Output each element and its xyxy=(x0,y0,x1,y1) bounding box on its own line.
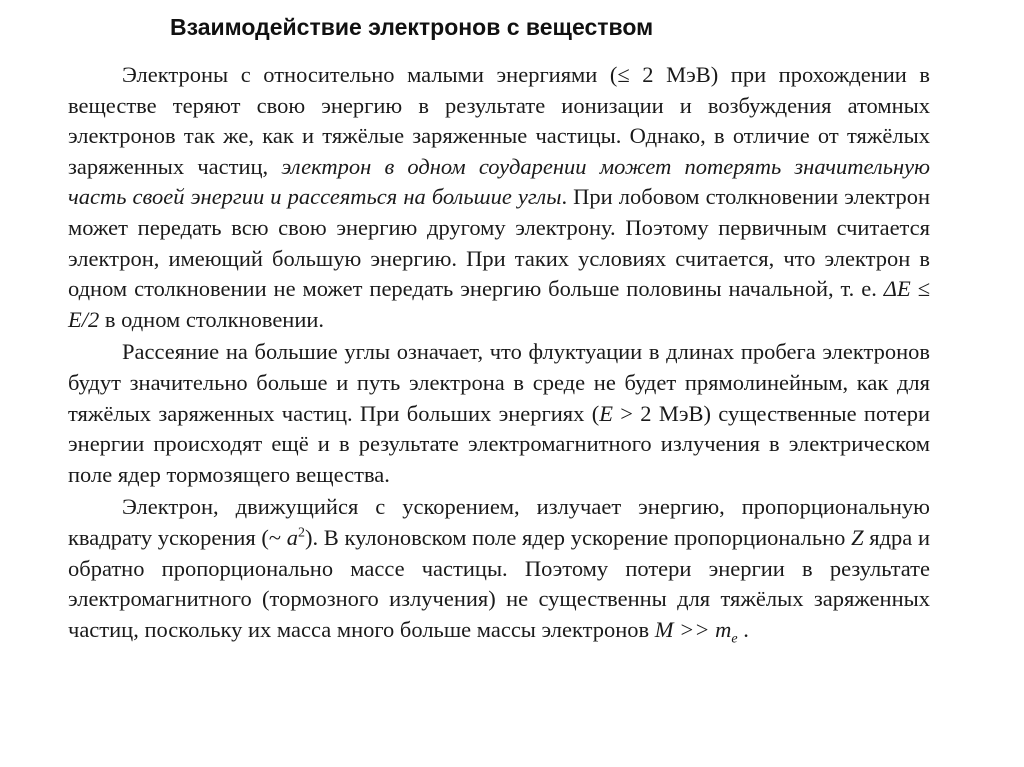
paragraph-3-text-d: . xyxy=(737,616,749,642)
page-title: Взаимодействие электронов с веществом xyxy=(170,14,654,40)
paragraph-3-text-a: Электрон, движущийся с ускорением, излучает энергию, пропорциональную квадрату ускорения (~ xyxy=(68,494,930,550)
formula-energy-transfer: ΔE ≤ E/2 xyxy=(68,276,930,332)
formula-energy-symbol: E xyxy=(599,400,613,426)
paragraph-3-text-c: ядра и обратно пропорционально массе частицы. Поэтому потери энергии в результате электромагнитного (тормозного излучения) не существенны для тяжёлых заряженных частиц, поскольку их масса много больше массы электронов xyxy=(68,524,930,642)
formula-charge-z: Z xyxy=(851,524,864,550)
paragraph-2 xyxy=(68,337,930,490)
document-body xyxy=(68,60,930,645)
formula-mass-ratio: M >> m xyxy=(654,616,732,642)
formula-acceleration-exponent: 2 xyxy=(298,525,306,541)
formula-acceleration: a xyxy=(286,524,299,550)
paragraph-1-text-b: . При лобовом столкновении электрон может передать всю свою энергию другому электрону. Поэтому первичным считается электрон, имеющий большую энергию. При таких условиях считается, что электрон в одном столкновении не может передать энергию больше половины начальной, т. е. xyxy=(68,184,930,302)
paragraph-1-text-c: в одном столкновении. xyxy=(99,306,325,332)
paragraph-1-text-a: Электроны с относительно малыми энергиями (≤ 2 МэВ) при прохождении в веществе теряют свою энергию в результате ионизации и возбуждения атомных электронов так же, как и тяжёлые заряженные частицы. Однако, в отличие от тяжёлых заряженных частиц, xyxy=(68,62,930,179)
formula-mass-subscript: e xyxy=(731,631,738,647)
paragraph-3-text-b: ). В кулоновском поле ядер ускорение пропорционально xyxy=(305,524,852,550)
paragraph-1 xyxy=(68,60,930,335)
paragraph-3 xyxy=(68,492,930,645)
paragraph-2-text-a: Рассеяние на большие углы означает, что флуктуации в длинах пробега электронов будут значительно больше и путь электрона в среде не будет прямолинейным, как для тяжёлых заряженных частиц. При больших энергиях ( xyxy=(68,339,930,426)
paragraph-1-emphasis: электрон в одном соударении может потерять значительную часть своей энергии и рассеяться на большие углы xyxy=(68,153,930,210)
paragraph-2-text-b: > 2 МэВ) существенные потери энергии происходят ещё и в результате электромагнитного излучения в электрическом поле ядер тормозящего вещества. xyxy=(68,400,930,487)
